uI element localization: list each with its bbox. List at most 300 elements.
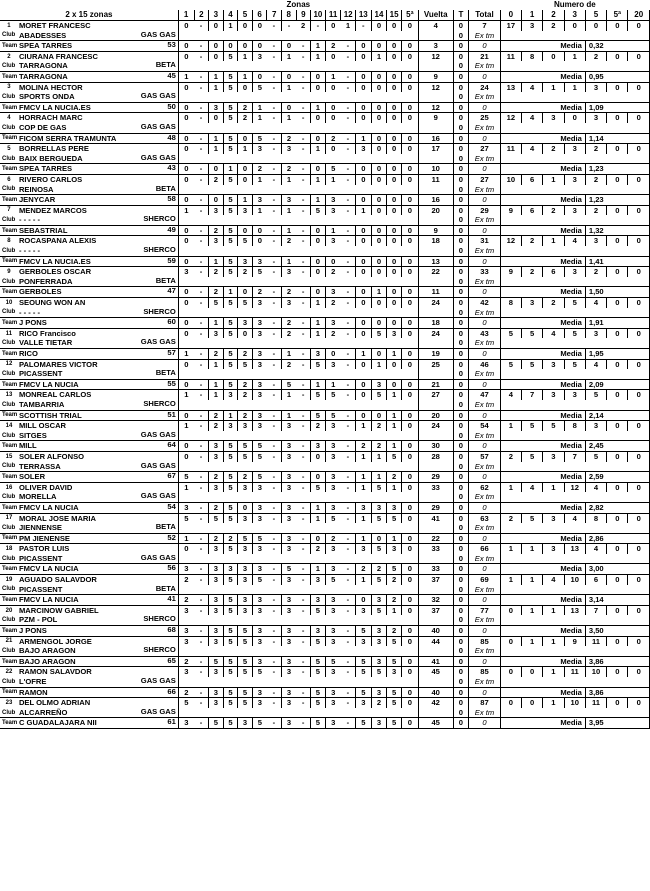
media-value: 3,95 <box>585 718 649 729</box>
zone-score: 5 <box>371 575 387 585</box>
zone-score: 2 <box>209 472 224 483</box>
zone-score: 5 <box>387 564 402 575</box>
count-value: 10 <box>500 174 521 184</box>
rider-lap1-row <box>0 328 650 338</box>
club-name <box>18 677 178 687</box>
zone-score: 1 <box>281 349 296 360</box>
zone-score: 5 <box>355 687 371 698</box>
blank-zone-area <box>178 154 418 164</box>
zone-separator: - <box>267 656 282 667</box>
rider-lap1-row <box>0 144 650 154</box>
zone-score: 0 <box>355 195 371 206</box>
zone-score: 3 <box>209 687 224 698</box>
lap1-time: 0 <box>453 144 469 154</box>
zone-score: 2 <box>387 472 402 483</box>
zone-score: 3 <box>209 636 224 646</box>
zone-score: 5 <box>223 575 238 585</box>
zone-score: 3 <box>209 441 224 452</box>
blank-counts <box>500 61 649 71</box>
count-value: 1 <box>543 174 564 184</box>
zone-score: 5 <box>209 718 224 729</box>
count-value: 0 <box>628 421 650 431</box>
media-value: 1,23 <box>585 195 649 206</box>
zone-score: 1 <box>223 164 238 175</box>
zone-score: 0 <box>178 144 194 154</box>
count-value: 0 <box>628 544 650 554</box>
zone-score: 3 <box>238 482 253 492</box>
total-time: 0 <box>453 31 469 41</box>
count-value: 5 <box>500 328 521 338</box>
zone-separator: - <box>346 236 350 246</box>
position: 11 <box>5 330 13 337</box>
zone-score: 5 <box>223 626 238 637</box>
rider-name <box>18 236 178 246</box>
count-value: 4 <box>564 513 585 523</box>
count-value: 0 <box>500 667 521 677</box>
zone-score: 3 <box>281 626 296 637</box>
total-time: 0 <box>453 369 469 379</box>
total-time: 0 <box>453 185 469 195</box>
ex-tm-value: 0 <box>469 41 500 52</box>
zone-separator: - <box>341 626 356 637</box>
lap2-total: 3 <box>418 41 453 52</box>
zone-score: 2 <box>325 267 341 277</box>
zone-score: 0 <box>371 102 387 113</box>
count-value: 0 <box>607 174 628 184</box>
blank-counts <box>500 246 649 256</box>
zone-number-header: 5ª <box>401 10 418 21</box>
zone-score: 5 <box>223 318 238 329</box>
zone-separator: - <box>301 482 305 492</box>
zone-score: 0 <box>355 318 371 329</box>
zone-score: 0 <box>371 349 387 360</box>
zone-score: 5 <box>371 605 387 615</box>
club-name-text: PICASSENT <box>18 553 63 563</box>
lap1-time: 0 <box>453 359 469 369</box>
zone-score: 1 <box>281 113 296 123</box>
ex-tm-value: 0 <box>469 71 500 82</box>
lap1-total: 22 <box>418 267 453 277</box>
zone-score: 0 <box>371 133 387 144</box>
lap1-total: 37 <box>418 575 453 585</box>
zone-score: 5 <box>223 195 238 206</box>
zone-score: 5 <box>238 687 253 698</box>
lap2-total: 41 <box>418 656 453 667</box>
zone-score: 0 <box>387 318 402 329</box>
zone-separator: - <box>346 605 350 615</box>
count-column-header: 0 <box>500 10 521 21</box>
zone-separator: - <box>296 410 311 421</box>
zone-score: 2 <box>281 133 296 144</box>
zone-separator: - <box>341 102 356 113</box>
zone-separator: - <box>301 113 305 123</box>
lap2-time: 0 <box>453 349 469 360</box>
blank-zone-area <box>178 277 418 287</box>
zone-score: 0 <box>355 236 371 246</box>
zone-score: 0 <box>401 390 418 400</box>
zone-score: 2 <box>252 164 267 175</box>
zone-score: 2 <box>281 359 296 369</box>
club-name-text: BAJO ARAGON <box>18 646 76 656</box>
blank-vuelta <box>418 615 453 625</box>
zone-score: 3 <box>238 513 253 523</box>
zone-score: 5 <box>178 472 194 483</box>
blank-zone-area <box>178 585 418 595</box>
media-label: Media <box>500 502 585 513</box>
dorsal-number: 54 <box>167 502 176 511</box>
position: 23 <box>5 699 13 706</box>
zone-score: 1 <box>325 71 341 82</box>
grand-total: 27 <box>469 174 500 184</box>
team-label: Team <box>0 656 18 667</box>
zone-score: 3 <box>371 595 387 606</box>
zone-score: 5 <box>371 667 387 677</box>
team-label: Team <box>0 533 18 544</box>
zone-score: 5 <box>311 718 326 729</box>
zone-score: 3 <box>281 544 296 554</box>
zone-separator: - <box>194 410 209 421</box>
media-value: 3,50 <box>585 626 649 637</box>
zone-score: 0 <box>178 287 194 298</box>
zone-score: 1 <box>371 287 387 298</box>
count-value: 0 <box>628 82 650 92</box>
zone-score: 3 <box>325 636 341 646</box>
zone-score: 3 <box>252 349 267 360</box>
rider-club-row <box>0 554 650 564</box>
count-value: 1 <box>521 544 542 554</box>
count-value: 0 <box>564 21 585 31</box>
rider-name <box>18 421 178 431</box>
lap1-total: 24 <box>418 421 453 431</box>
rider-name <box>18 51 178 61</box>
rider-name <box>18 144 178 154</box>
zone-score: 5 <box>311 636 326 646</box>
lap2-total: 40 <box>418 626 453 637</box>
zone-number-header: 15 <box>387 10 402 21</box>
team-name <box>18 687 178 698</box>
zone-score: 5 <box>252 575 267 585</box>
rider-name-text: SOLER ALFONSO <box>18 451 85 461</box>
rider-club-row <box>0 708 650 718</box>
zone-score: 5 <box>281 564 296 575</box>
zone-score: 5 <box>238 626 253 637</box>
zone-score: 5 <box>178 513 194 523</box>
zone-score: 5 <box>223 144 238 154</box>
count-value: 3 <box>585 82 606 92</box>
zone-score: 3 <box>311 349 326 360</box>
zone-separator: - <box>272 236 276 246</box>
zone-score: 1 <box>355 421 371 431</box>
zone-separator: - <box>296 718 311 729</box>
lap1-total: 12 <box>418 51 453 61</box>
total-time: 0 <box>453 277 469 287</box>
count-value: 0 <box>628 605 650 615</box>
zone-score: 1 <box>325 174 341 184</box>
club-label: Club <box>0 215 18 225</box>
count-value: 0 <box>607 205 628 215</box>
count-value: 4 <box>543 328 564 338</box>
media-value: 2,45 <box>585 441 649 452</box>
zone-separator: - <box>267 626 282 637</box>
zone-score: 0 <box>355 82 371 92</box>
media-label: Media <box>500 626 585 637</box>
vuelta-header: Vuelta <box>418 10 453 21</box>
dorsal-number: 67 <box>167 471 176 481</box>
position: 16 <box>5 484 13 491</box>
club-name <box>18 646 178 656</box>
zone-score: 0 <box>401 636 418 646</box>
rider-lap2-row <box>0 595 650 606</box>
zone-separator: - <box>341 41 356 52</box>
count-value: 2 <box>543 298 564 308</box>
zone-score: 3 <box>355 698 371 708</box>
rider-name-text: GERBOLES OSCAR <box>18 267 92 277</box>
zone-score: 5 <box>238 236 253 246</box>
club-label: Club <box>0 400 18 410</box>
rider-name-text: PALOMARES VICTOR <box>18 359 98 369</box>
zone-score: 1 <box>355 513 371 523</box>
team-label: Team <box>0 595 18 606</box>
team-name-text: RICO <box>18 349 38 358</box>
zone-separator: - <box>346 82 350 92</box>
count-value: 3 <box>543 113 564 123</box>
rider-lap2-row <box>0 379 650 390</box>
club-name-text: - - - - - <box>18 215 41 225</box>
team-name-text: FMCV LA NUCIA <box>18 502 79 512</box>
zone-score: 0 <box>401 421 418 431</box>
zone-score: 0 <box>371 225 387 236</box>
zone-score: 1 <box>178 482 194 492</box>
zone-score: 5 <box>238 656 253 667</box>
zone-score: 5 <box>311 656 326 667</box>
zone-score: 5 <box>387 698 402 708</box>
rider-name <box>18 544 178 554</box>
club-name <box>18 277 178 287</box>
zone-separator: - <box>272 359 276 369</box>
count-value: 1 <box>521 605 542 615</box>
count-value: 5 <box>521 359 542 369</box>
blank-zone-area <box>178 492 418 502</box>
team-name-text: FMCV LA NUCIA <box>18 379 79 389</box>
zone-score: 0 <box>238 133 253 144</box>
lap2-time: 0 <box>453 656 469 667</box>
zone-separator: - <box>301 82 305 92</box>
lap2-total: 13 <box>418 256 453 267</box>
zone-separator: - <box>199 298 203 308</box>
zone-separator: - <box>346 636 350 646</box>
zone-score: 0 <box>401 205 418 215</box>
zone-score: 3 <box>281 667 296 677</box>
zone-score: 1 <box>311 298 326 308</box>
lap1-total: 9 <box>418 113 453 123</box>
lap1-time: 0 <box>453 236 469 246</box>
zone-score: 3 <box>355 544 371 554</box>
zone-score: 5 <box>223 667 238 677</box>
media-label: Media <box>500 533 585 544</box>
zone-separator: - <box>267 133 282 144</box>
zone-score: 3 <box>252 144 267 154</box>
zone-score: 3 <box>371 379 387 390</box>
zone-score: 3 <box>325 564 341 575</box>
zone-score: 3 <box>209 451 224 461</box>
zone-score: 0 <box>401 133 418 144</box>
blank-counts <box>500 154 649 164</box>
zone-score: 0 <box>387 379 402 390</box>
rider-name-text: RICO Francisco <box>18 328 76 338</box>
total-header: Total <box>469 10 500 21</box>
zone-separator: - <box>346 698 350 708</box>
zone-score: 5 <box>209 513 224 523</box>
zone-score: 3 <box>371 687 387 698</box>
club-name <box>18 369 178 379</box>
count-column-header: 1 <box>521 10 542 21</box>
zone-score: 0 <box>311 225 326 236</box>
rider-name-text: MORAL JOSE MARIA <box>18 513 97 523</box>
zone-separator: - <box>194 287 209 298</box>
zone-separator: - <box>296 287 311 298</box>
zone-score: 0 <box>252 41 267 52</box>
team-label: Team <box>0 687 18 698</box>
zone-separator: - <box>199 513 203 523</box>
zone-separator: - <box>301 51 305 61</box>
total-time: 0 <box>453 338 469 348</box>
blank-vuelta <box>418 369 453 379</box>
zone-score: 5 <box>371 544 387 554</box>
dorsal-number: 48 <box>167 133 176 142</box>
zone-separator: - <box>272 667 276 677</box>
count-value: 0 <box>628 482 650 492</box>
rider-lap2-row <box>0 225 650 236</box>
rider-lap2-row <box>0 687 650 698</box>
lap1-time: 0 <box>453 667 469 677</box>
zone-score: 3 <box>252 482 267 492</box>
zone-score: 5 <box>311 205 326 215</box>
zone-score: 3 <box>252 513 267 523</box>
count-value: 17 <box>500 21 521 31</box>
lap1-total: 12 <box>418 82 453 92</box>
zone-score: 2 <box>209 267 224 277</box>
team-name-text: PM JIENENSE <box>18 533 70 543</box>
rider-name <box>18 698 178 708</box>
bike-brand: SHERCO <box>143 399 176 408</box>
zone-score: 5 <box>311 390 326 400</box>
grand-total: 7 <box>469 21 500 31</box>
zone-score: 0 <box>401 298 418 308</box>
club-label: Club <box>0 615 18 625</box>
ex-tm-value: 0 <box>469 533 500 544</box>
zone-separator: - <box>199 144 203 154</box>
zone-score: 3 <box>178 626 194 637</box>
count-value: 5 <box>521 513 542 523</box>
zone-score: 2 <box>209 533 224 544</box>
zone-score: 5 <box>387 718 402 729</box>
count-value: 0 <box>607 113 628 123</box>
bike-brand: SHERCO <box>143 646 176 655</box>
ex-tm-label: Ex tm <box>469 308 500 318</box>
total-time: 0 <box>453 308 469 318</box>
rider-name-text: ARMENGOL JORGE <box>18 636 92 646</box>
zone-separator: - <box>346 359 350 369</box>
dorsal-number: 59 <box>167 256 176 265</box>
zone-score: 5 <box>238 698 253 708</box>
bike-brand: GAS GAS <box>140 338 176 347</box>
team-name-text: J PONS <box>18 318 47 328</box>
media-label: Media <box>500 687 585 698</box>
zone-score: 1 <box>238 144 253 154</box>
zone-separator: - <box>194 564 209 575</box>
zone-score: 0 <box>387 113 402 123</box>
zone-number-header: 10 <box>311 10 326 21</box>
zone-score: 3 <box>325 687 341 698</box>
ex-tm-label: Ex tm <box>469 554 500 564</box>
zone-separator: - <box>296 379 311 390</box>
zone-score: 1 <box>355 205 371 215</box>
zone-score: 0 <box>281 71 296 82</box>
position: 10 <box>5 299 13 306</box>
zone-score: 2 <box>387 595 402 606</box>
blank-vuelta <box>418 277 453 287</box>
zone-score: 3 <box>325 502 341 513</box>
zone-score: 3 <box>311 595 326 606</box>
zone-separator: - <box>296 502 311 513</box>
zone-separator: - <box>296 318 311 329</box>
zone-score: 3 <box>209 605 224 615</box>
grand-total: 43 <box>469 328 500 338</box>
dorsal-number: 49 <box>167 225 176 234</box>
lap2-total: 16 <box>418 195 453 206</box>
rider-lap2-row <box>0 502 650 513</box>
lap1-time: 0 <box>453 575 469 585</box>
bike-brand: GAS GAS <box>140 153 176 162</box>
dorsal-number: 57 <box>167 348 176 357</box>
blank-counts <box>500 708 649 718</box>
blank-counts <box>500 677 649 687</box>
media-label: Media <box>500 441 585 452</box>
zone-score: 5 <box>387 656 402 667</box>
club-label: Club <box>0 431 18 441</box>
zone-score: 5 <box>371 390 387 400</box>
zone-separator: - <box>272 482 276 492</box>
lap1-total: 27 <box>418 390 453 400</box>
blank-counts <box>500 215 649 225</box>
rider-name <box>18 267 178 277</box>
blank-vuelta <box>418 308 453 318</box>
team-name <box>18 718 178 729</box>
team-name <box>18 102 178 113</box>
zone-score: 1 <box>178 349 194 360</box>
total-time: 0 <box>453 677 469 687</box>
lap2-time: 0 <box>453 133 469 144</box>
media-value: 1,95 <box>585 349 649 360</box>
club-name <box>18 215 178 225</box>
zone-separator: - <box>194 195 209 206</box>
club-label: Club <box>0 31 18 41</box>
ex-tm-label: Ex tm <box>469 677 500 687</box>
team-name-text: FMCV LA NUCIA.ES <box>18 102 91 112</box>
position: 2 <box>7 53 11 60</box>
zone-score: 0 <box>401 687 418 698</box>
zone-score: 3 <box>281 482 296 492</box>
zone-score: 0 <box>238 164 253 175</box>
zone-score: 0 <box>387 359 402 369</box>
rider-name-text: BORRELLAS PERE <box>18 144 89 154</box>
club-name-text: - - - - - <box>18 246 41 256</box>
count-value: 0 <box>628 51 650 61</box>
zone-separator: - <box>272 451 276 461</box>
zone-separator: - <box>194 225 209 236</box>
zone-score: 0 <box>238 328 253 338</box>
rider-lap1-row <box>0 82 650 92</box>
